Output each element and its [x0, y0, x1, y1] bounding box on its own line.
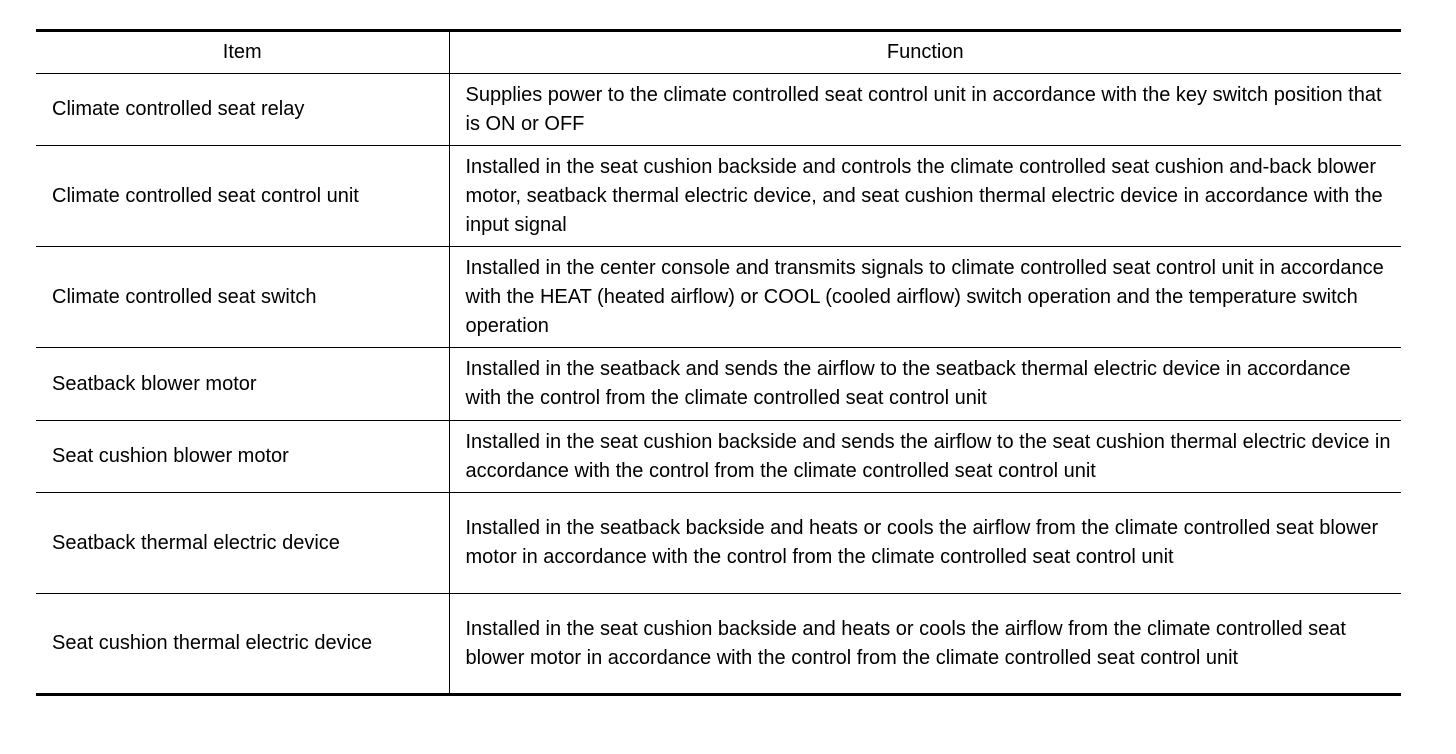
item-cell: Seat cushion blower motor — [36, 421, 449, 493]
function-cell: Installed in the seat cushion backside and controls the climate controlled seat cushion and-back blower motor, seatback thermal electric device, and seat cushion thermal electric device in accordance with the input signal — [449, 146, 1401, 247]
table-row — [36, 146, 1401, 247]
item-cell: Seatback thermal electric device — [36, 493, 449, 594]
item-cell: Seatback blower motor — [36, 348, 449, 421]
function-cell: Installed in the seatback backside and heats or cools the airflow from the climate controlled seat blower motor in accordance with the control from the climate controlled seat control unit — [449, 493, 1401, 594]
column-header-item: Item — [36, 31, 449, 74]
table-row — [36, 493, 1401, 594]
component-function-table — [36, 29, 1401, 696]
column-header-function: Function — [449, 31, 1401, 74]
function-cell: Installed in the center console and transmits signals to climate controlled seat control unit in accordance with the HEAT (heated airflow) or COOL (cooled airflow) switch operation and the temperature switch operation — [449, 247, 1401, 348]
item-cell: Climate controlled seat control unit — [36, 146, 449, 247]
header-row — [36, 31, 1401, 74]
table-row — [36, 348, 1401, 421]
table-row — [36, 594, 1401, 695]
item-cell: Climate controlled seat relay — [36, 74, 449, 146]
table-row — [36, 421, 1401, 493]
table-row — [36, 247, 1401, 348]
item-cell: Climate controlled seat switch — [36, 247, 449, 348]
function-cell: Supplies power to the climate controlled seat control unit in accordance with the key switch position that is ON or OFF — [449, 74, 1401, 146]
table-body — [36, 74, 1401, 695]
table-header — [36, 31, 1401, 74]
function-cell: Installed in the seat cushion backside and sends the airflow to the seat cushion thermal electric device in accordance with the control from the climate controlled seat control unit — [449, 421, 1401, 493]
table-row — [36, 74, 1401, 146]
item-cell: Seat cushion thermal electric device — [36, 594, 449, 695]
function-cell: Installed in the seatback and sends the airflow to the seatback thermal electric device in accordance with the control from the climate controlled seat control unit — [449, 348, 1401, 421]
function-cell: Installed in the seat cushion backside and heats or cools the airflow from the climate controlled seat blower motor in accordance with the control from the climate controlled seat control unit — [449, 594, 1401, 695]
